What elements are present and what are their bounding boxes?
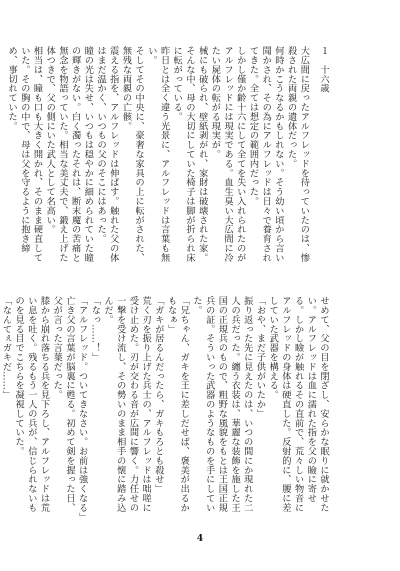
paragraph: 大広間に戻ったアルフレッドを待っていたのは、惨殺された両親の遺体だった。 [285, 46, 310, 263]
lower-text-column [0, 296, 329, 522]
page-number: 4 [196, 534, 204, 544]
paragraph: 昨日とは全く違う光景に、アルフレッドは言葉も無い。 [145, 46, 170, 263]
paragraph: せめて、父の目を閉ざし、安らかな眠りに就かせたい。アルフレッドは血に濡れた指を父の瞼に寄せる。しかし瞼が触れるその直前で、荒々しい物音にアルフレッドの身体は硬直した。反射的に、腰に差していた武器を構える。 [267, 296, 329, 513]
chapter-heading: １ 十六歳 [318, 46, 329, 93]
paragraph: 相当は、瞳も口も大きく開かれ、そのまま硬直していた。その胸の中で、母は父を守るように抱き締め、事切れていた。 [6, 46, 43, 263]
paragraph: 「おや、まだ子供がいたか」 [254, 296, 266, 419]
paragraph: 震える指を、アルフレッドは伸ばす。触れた父の体はまだ温かく、いつもの父のそこにはあった。 [95, 46, 119, 263]
paragraph: 「なんてぇガキだ……」 [0, 296, 12, 400]
paragraph: 荒く刃を振り上げた兵士の、アルフレッドは咄嗟に受け止めた。刃が交わる音が広間に響く。力任せの一撃を受け流し、その勢いのまま相手の懐に踏み込んだ。 [102, 296, 152, 513]
paragraph: 「ガキが居るんだったら、ガキもろとも殺せ」 [152, 296, 164, 494]
upper-text-column [6, 46, 329, 268]
paragraph: 「兄ちゃん、ガキを王に差しだせば、褒美が出るかもなぁ」 [165, 296, 190, 513]
paragraph: 膝から崩れ落ちる兵を見下ろし、アルフレッドは荒い息を吐く。残るもう一人の兵が、信じられないものを見る目でこちらを凝視していた。 [13, 296, 50, 513]
paragraph: 械にも破られ、壁紙剥がれ、家財は破壊された家。そんな中、母の大切にしていた椅子は脚が折られ床に転がっている。 [171, 46, 208, 263]
paragraph: 何時かこうなるかもしれない。そう幼い頃から言い聞かされ、その為にアルフレッドは日々で養育されてきた。全ては想定の範囲内だった。 [247, 46, 284, 263]
paragraph: そしてその中央に、豪奢な家具の上に転がされた、無残な両親の亡骸。 [120, 46, 145, 263]
paragraph: しかし僅か齢十六にして全てを失い入れられたのがアルフレッドには現実である。血生臭い大広間に冷たい屍体の転がる現実が。 [209, 46, 246, 263]
paragraph: 振り返った先に見えたのは、いつの間にか現れた二人の兵だった。纏う衣装は、華麗な装飾を施した王国の正規兵のもので、粗野な風貌をもとは王国正規兵の証。そういった武器のようなものを手にしていた。 [190, 296, 253, 513]
paragraph: 亡き父の言葉が脳裏に甦る。初めて剣を握った日、父が言った言葉だった。 [51, 296, 75, 513]
paragraph: 「なっ……！」 [89, 296, 101, 362]
paragraph: 「アルフレッド。ついてきなさい。お前は強くなる」 [76, 296, 88, 522]
paragraph: 瞳の光は失せ、いつもは穏やかに細められていた瞳の輝きがない。白く濁ったそれは、断末魔の苦痛と無念を物語っていた。相当な美丈夫で、鍛え上げた体つきで、父の側にいた武人として名高い。 [44, 46, 94, 263]
